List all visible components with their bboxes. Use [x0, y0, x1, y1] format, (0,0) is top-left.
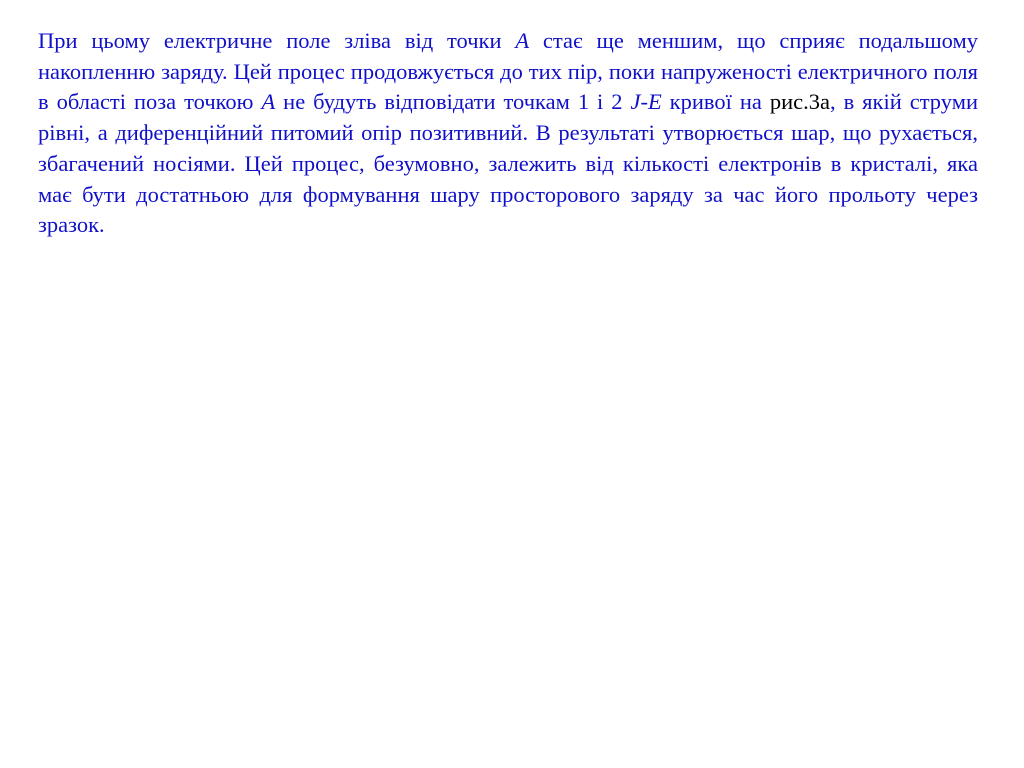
point-a-label: A	[515, 28, 530, 53]
body-paragraph	[38, 26, 978, 241]
text-segment-3: не будуть відповідати точкам 1 і 2	[275, 89, 631, 115]
text-segment-5: , в якій струми рівні, а диференційний питомий опір позитивний. В результаті утворюється шар, що рухається, збагачений носіями. Цей процес, безумовно, залежить від кількості електронів в кристалі, яка має бути достатньою для формування шару просторового заряду за час його прольоту через зразок.	[38, 89, 978, 238]
text-segment-4: кривої на	[661, 89, 770, 115]
text-segment-1: При цьому електричне поле зліва від точки	[38, 28, 516, 53]
je-curve-label: J-E	[630, 89, 662, 115]
text-segment-2: стає ще меншим, що сприяє подальшому накопленню заряду. Цей процес продовжується до тих пір, поки напруженості електричного поля в області поза точкою	[38, 28, 978, 115]
point-a-label: A	[261, 89, 276, 115]
slide-body	[38, 26, 978, 241]
figure-reference: рис.3а	[769, 89, 830, 115]
